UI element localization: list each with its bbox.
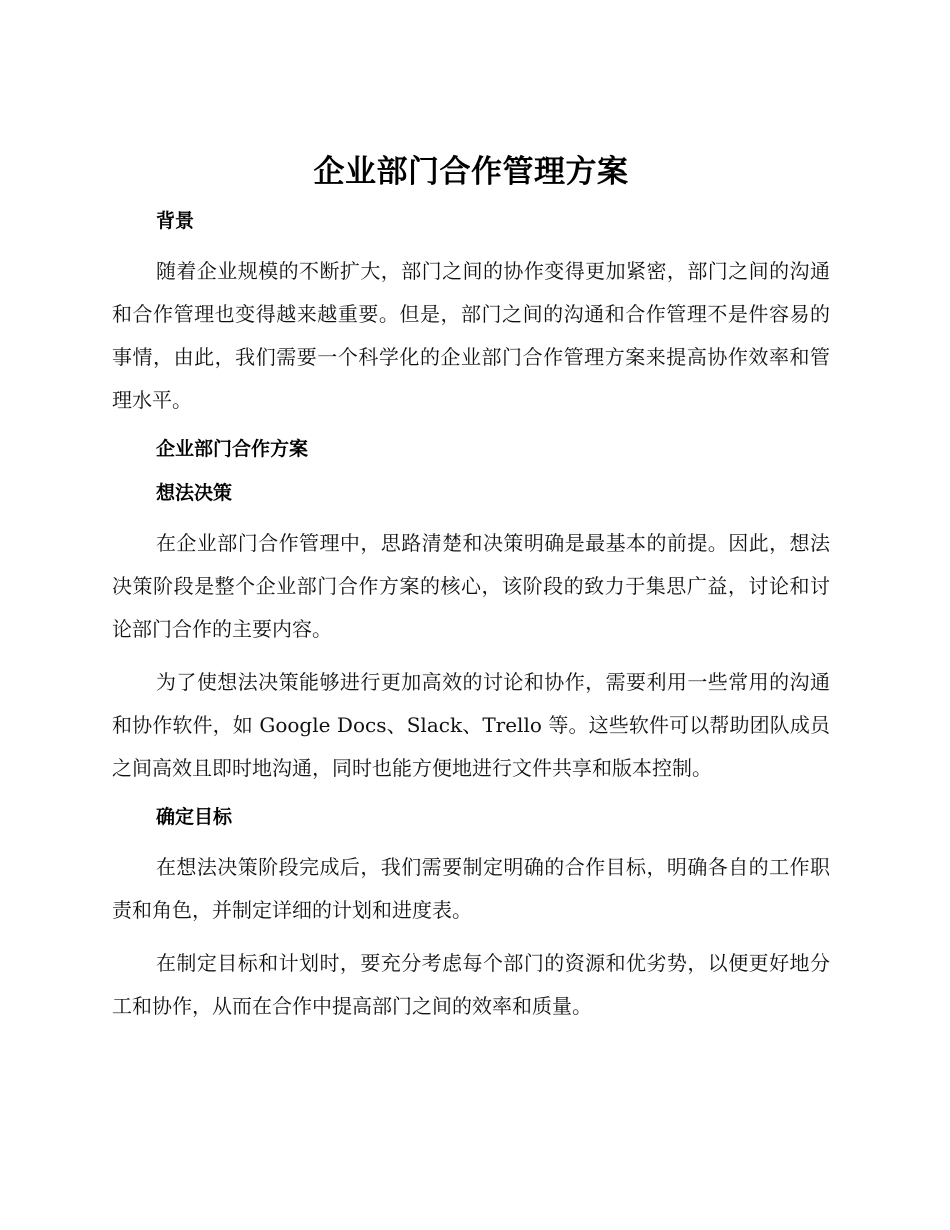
document-content [112,146,830,1028]
paragraph-ideas-1: 在企业部门合作管理中，思路清楚和决策明确是最基本的前提。因此，想法决策阶段是整个企业部门合作方案的核心，该阶段的致力于集思广益，讨论和讨论部门合作的主要内容。 [112,531,830,641]
section-heading-goals: 确定目标 [156,806,233,828]
paragraph-ideas-2: 为了使想法决策能够进行更加高效的讨论和协作，需要利用一些常用的沟通和协作软件，如 Google Docs、Slack、Trello 等。这些软件可以帮助团队成员之间高效且即时地沟通，同时也能方便地进行文件共享和版本控制。 [112,670,830,780]
document-title: 企业部门合作管理方案 [313,154,629,190]
section-heading-plan: 企业部门合作方案 [156,438,309,460]
paragraph-background-1: 随着企业规模的不断扩大，部门之间的协作变得更加紧密，部门之间的沟通和合作管理也变得越来越重要。但是，部门之间的沟通和合作管理不是件容易的事情，由此，我们需要一个科学化的企业部门合作管理方案来提高协作效率和管理水平。 [112,259,830,412]
section-heading-background: 背景 [156,210,195,232]
section-heading-ideas: 想法决策 [156,482,233,504]
paragraph-goals-2: 在制定目标和计划时，要充分考虑每个部门的资源和优劣势，以便更好地分工和协作，从而在合作中提高部门之间的效率和质量。 [112,951,830,1018]
paragraph-goals-1: 在想法决策阶段完成后，我们需要制定明确的合作目标，明确各自的工作职责和角色，并制定详细的计划和进度表。 [112,855,830,922]
